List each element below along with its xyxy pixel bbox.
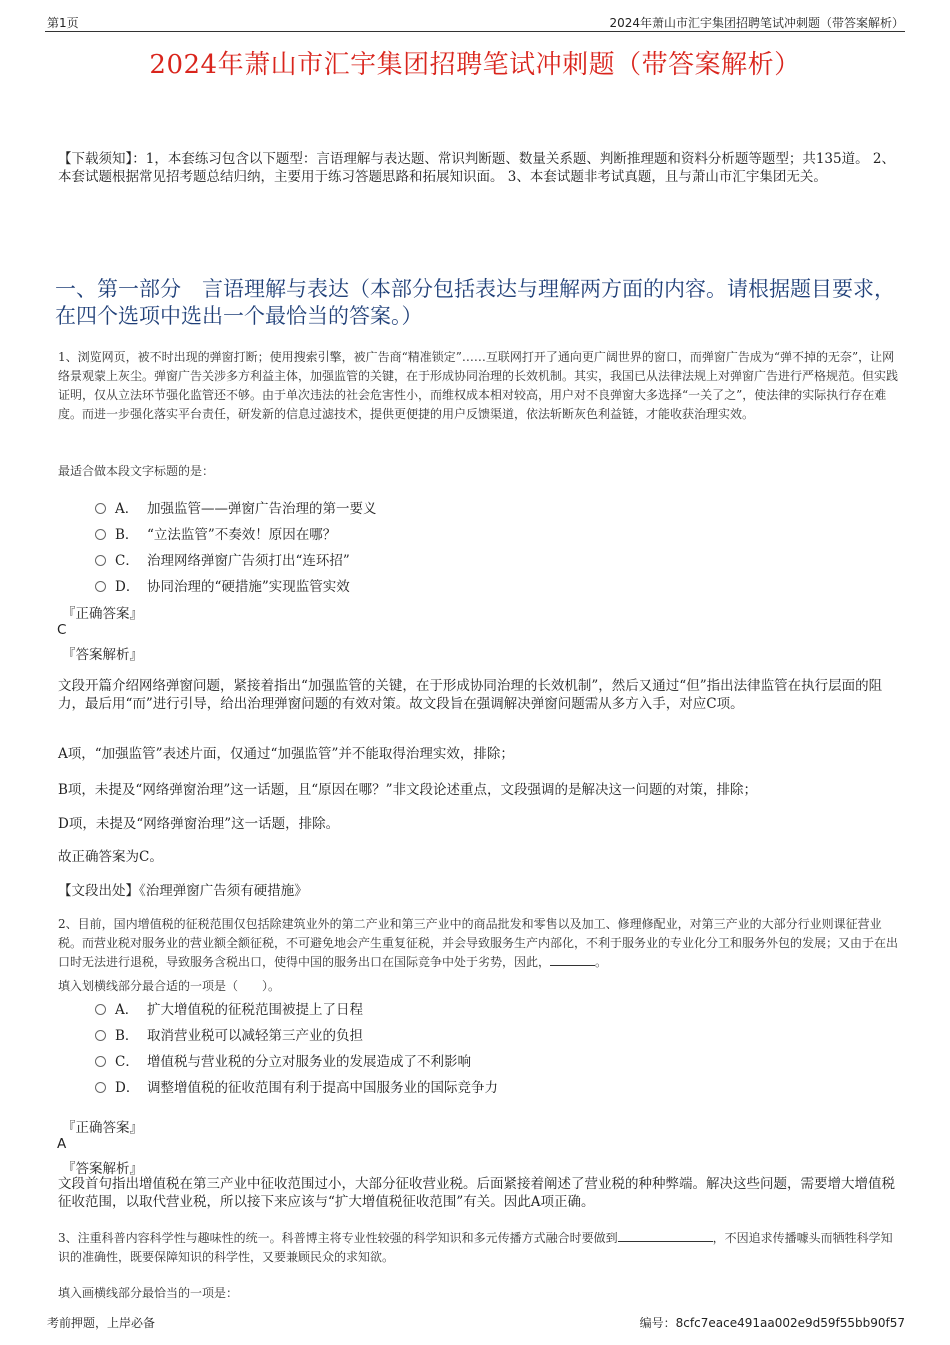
question-1-analysis: 文段开篇介绍网络弹窗问题，紧接着指出“加强监管的关键，在于形成协同治理的长效机制”，然后又通过“但”指出法律监管在执行层面的阻力，最后用“而”进行引导，给出治理弹窗问题的有效对策。故文段旨在强调解决弹窗问题需从多方入手，对应C项。 [58, 678, 883, 712]
radio-icon[interactable] [95, 555, 106, 566]
option-letter: B． [115, 527, 139, 543]
correct-answer-label: 『正确答案』 [62, 1120, 143, 1136]
analysis-label: 『答案解析』 [62, 647, 143, 663]
option-text: 增值税与营业税的分立对服务业的发展造成了不利影响 [147, 1054, 471, 1070]
radio-icon[interactable] [95, 1082, 106, 1093]
fill-blank [550, 953, 595, 966]
option-text: 加强监管——弹窗广告治理的第一要义 [147, 501, 377, 517]
question-1-analysis-a: A项，“加强监管”表述片面，仅通过“加强监管”并不能取得治理实效，排除； [58, 746, 514, 762]
question-1-answer: C [57, 622, 67, 638]
header-rule [45, 31, 905, 32]
document-code-label: 编号： [639, 1316, 676, 1330]
question-2-option-d[interactable] [95, 1076, 498, 1096]
fill-blank [618, 1229, 713, 1242]
page-title: 2024年萧山市汇宇集团招聘笔试冲刺题（带答案解析） [149, 50, 801, 80]
correct-answer-label: 『正确答案』 [62, 606, 143, 622]
question-1-stem: 1、浏览网页，被不时出现的弹窗打断；使用搜索引擎，被广告商“精准锁定”……互联网打开了通向更广阔世界的窗口，而弹窗广告成为“弹不掉的无奈”，让网络景观蒙上灰尘。弹窗广告关涉多方利益主体，加强监管的关键，在于形成协同治理的长效机制。其实，我国已从法律法规上对弹窗广告进行严格规范。但实践证明，仅从立法环节强化监管还不够。由于单次违法的社会危害性小，而维权成本相对较高，用户对不良弹窗大多选择“一关了之”，使法律的实际执行存在难度。而进一步强化落实平台责任，研发新的信息过滤技术，提供更便捷的用户反馈渠道，依法斩断灰色利益链，才能收获治理实效。 [58, 350, 899, 421]
question-1-analysis-b: B项，未提及“网络弹窗治理”这一话题，且“原因在哪？”非文段论述重点，文段强调的是解决这一问题的对策，排除； [58, 782, 758, 798]
question-2-stem [58, 915, 898, 972]
question-1-option-a[interactable] [95, 497, 377, 517]
section-heading: 一、第一部分 言语理解与表达（本部分包括表达与理解两方面的内容。请根据题目要求，在四个选项中选出一个最恰当的答案。） [55, 277, 895, 328]
page-number: 第1页 [47, 16, 79, 30]
footer-slogan: 考前押题，上岸必备 [47, 1316, 156, 1330]
question-1-source: 【文段出处】《治理弹窗广告须有硬措施》 [58, 883, 308, 899]
question-1-analysis-d: D项，未提及“网络弹窗治理”这一话题，排除。 [58, 816, 340, 832]
option-text: 调整增值税的征收范围有利于提高中国服务业的国际竞争力 [147, 1080, 498, 1096]
download-notice: 【下载须知】：1，本套练习包含以下题型：言语理解与表达题、常识判断题、数量关系题、判断推理题和资料分析题等题型；共135道。 2、本套试题根据常见招考题总结归纳，主要用于练习答题思路和拓展知识面。 3、本套试题非考试真题，且与萧山市汇宇集团无关。 [58, 151, 895, 185]
option-letter: B． [115, 1028, 139, 1044]
radio-icon[interactable] [95, 503, 106, 514]
question-2-ask: 填入划横线部分最合适的一项是（ ）。 [58, 979, 281, 993]
question-1-conclusion: 故正确答案为C。 [58, 849, 163, 865]
running-title: 2024年萧山市汇宇集团招聘笔试冲刺题（带答案解析） [609, 16, 904, 30]
option-letter: A． [115, 1002, 139, 1018]
option-text: 治理网络弹窗广告须打出“连环招” [147, 553, 350, 569]
option-letter: D． [115, 1080, 140, 1096]
radio-icon[interactable] [95, 581, 106, 592]
question-3-stem [58, 1229, 898, 1267]
question-2-option-a[interactable] [95, 998, 363, 1018]
radio-icon[interactable] [95, 1030, 106, 1041]
radio-icon[interactable] [95, 1056, 106, 1067]
question-2-stem-text: 2、目前，国内增值税的征税范围仅包括除建筑业外的第二产业和第三产业中的商品批发和零售以及加工、修理修配业，对第三产业的大部分行业则课征营业税。而营业税对服务业的营业额全额征税，不可避免地会产生重复征税，并会导致服务生产内部化，不利于服务业的专业化分工和服务外包的发展；又由于在出口时无法进行退税，导致服务含税出口，使得中国的服务出口在国际竞争中处于劣势，因此， [58, 917, 899, 969]
option-letter: C． [115, 553, 139, 569]
question-3-stem-end: ，不因追求传播噱头而牺牲科学知识的准确性，既要保障知识的科学性，又要兼顾民众的求知欲。 [58, 1231, 893, 1264]
question-2-analysis: 文段首句指出增值税在第三产业中征收范围过小，大部分征收营业税。后面紧接着阐述了营业税的种种弊端。解决这些问题，需要增大增值税征收范围，以取代营业税，所以接下来应该与“扩大增值税征收范围”有关。因此A项正确。 [58, 1176, 895, 1210]
option-letter: A． [115, 501, 139, 517]
question-1-option-d[interactable] [95, 575, 350, 595]
question-1-ask: 最适合做本段文字标题的是： [58, 464, 215, 478]
option-text: 取消营业税可以减轻第三产业的负担 [147, 1028, 363, 1044]
option-text: 协同治理的“硬措施”实现监管实效 [147, 579, 350, 595]
question-3-stem-text: 3、注重科普内容科学性与趣味性的统一。科普博主将专业性较强的科学知识和多元传播方式融合时要做到 [58, 1231, 618, 1245]
question-2-stem-end: 。 [595, 955, 608, 969]
document-code [640, 1314, 905, 1331]
analysis-label: 『答案解析』 [62, 1161, 143, 1177]
question-2-answer: A [57, 1136, 67, 1152]
question-2-option-b[interactable] [95, 1024, 363, 1044]
option-text: “立法监管”不奏效！原因在哪？ [147, 527, 337, 543]
question-3-ask: 填入画横线部分最恰当的一项是： [58, 1286, 239, 1300]
question-1-option-c[interactable] [95, 549, 350, 569]
question-1-option-b[interactable] [95, 523, 336, 543]
radio-icon[interactable] [95, 529, 106, 540]
question-2-option-c[interactable] [95, 1050, 471, 1070]
option-letter: C． [115, 1054, 139, 1070]
radio-icon[interactable] [95, 1004, 106, 1015]
option-letter: D． [115, 579, 140, 595]
option-text: 扩大增值税的征税范围被提上了日程 [147, 1002, 363, 1018]
document-code-value: 8cfc7eace491aa002e9d59f55bb90f57 [675, 1316, 905, 1330]
